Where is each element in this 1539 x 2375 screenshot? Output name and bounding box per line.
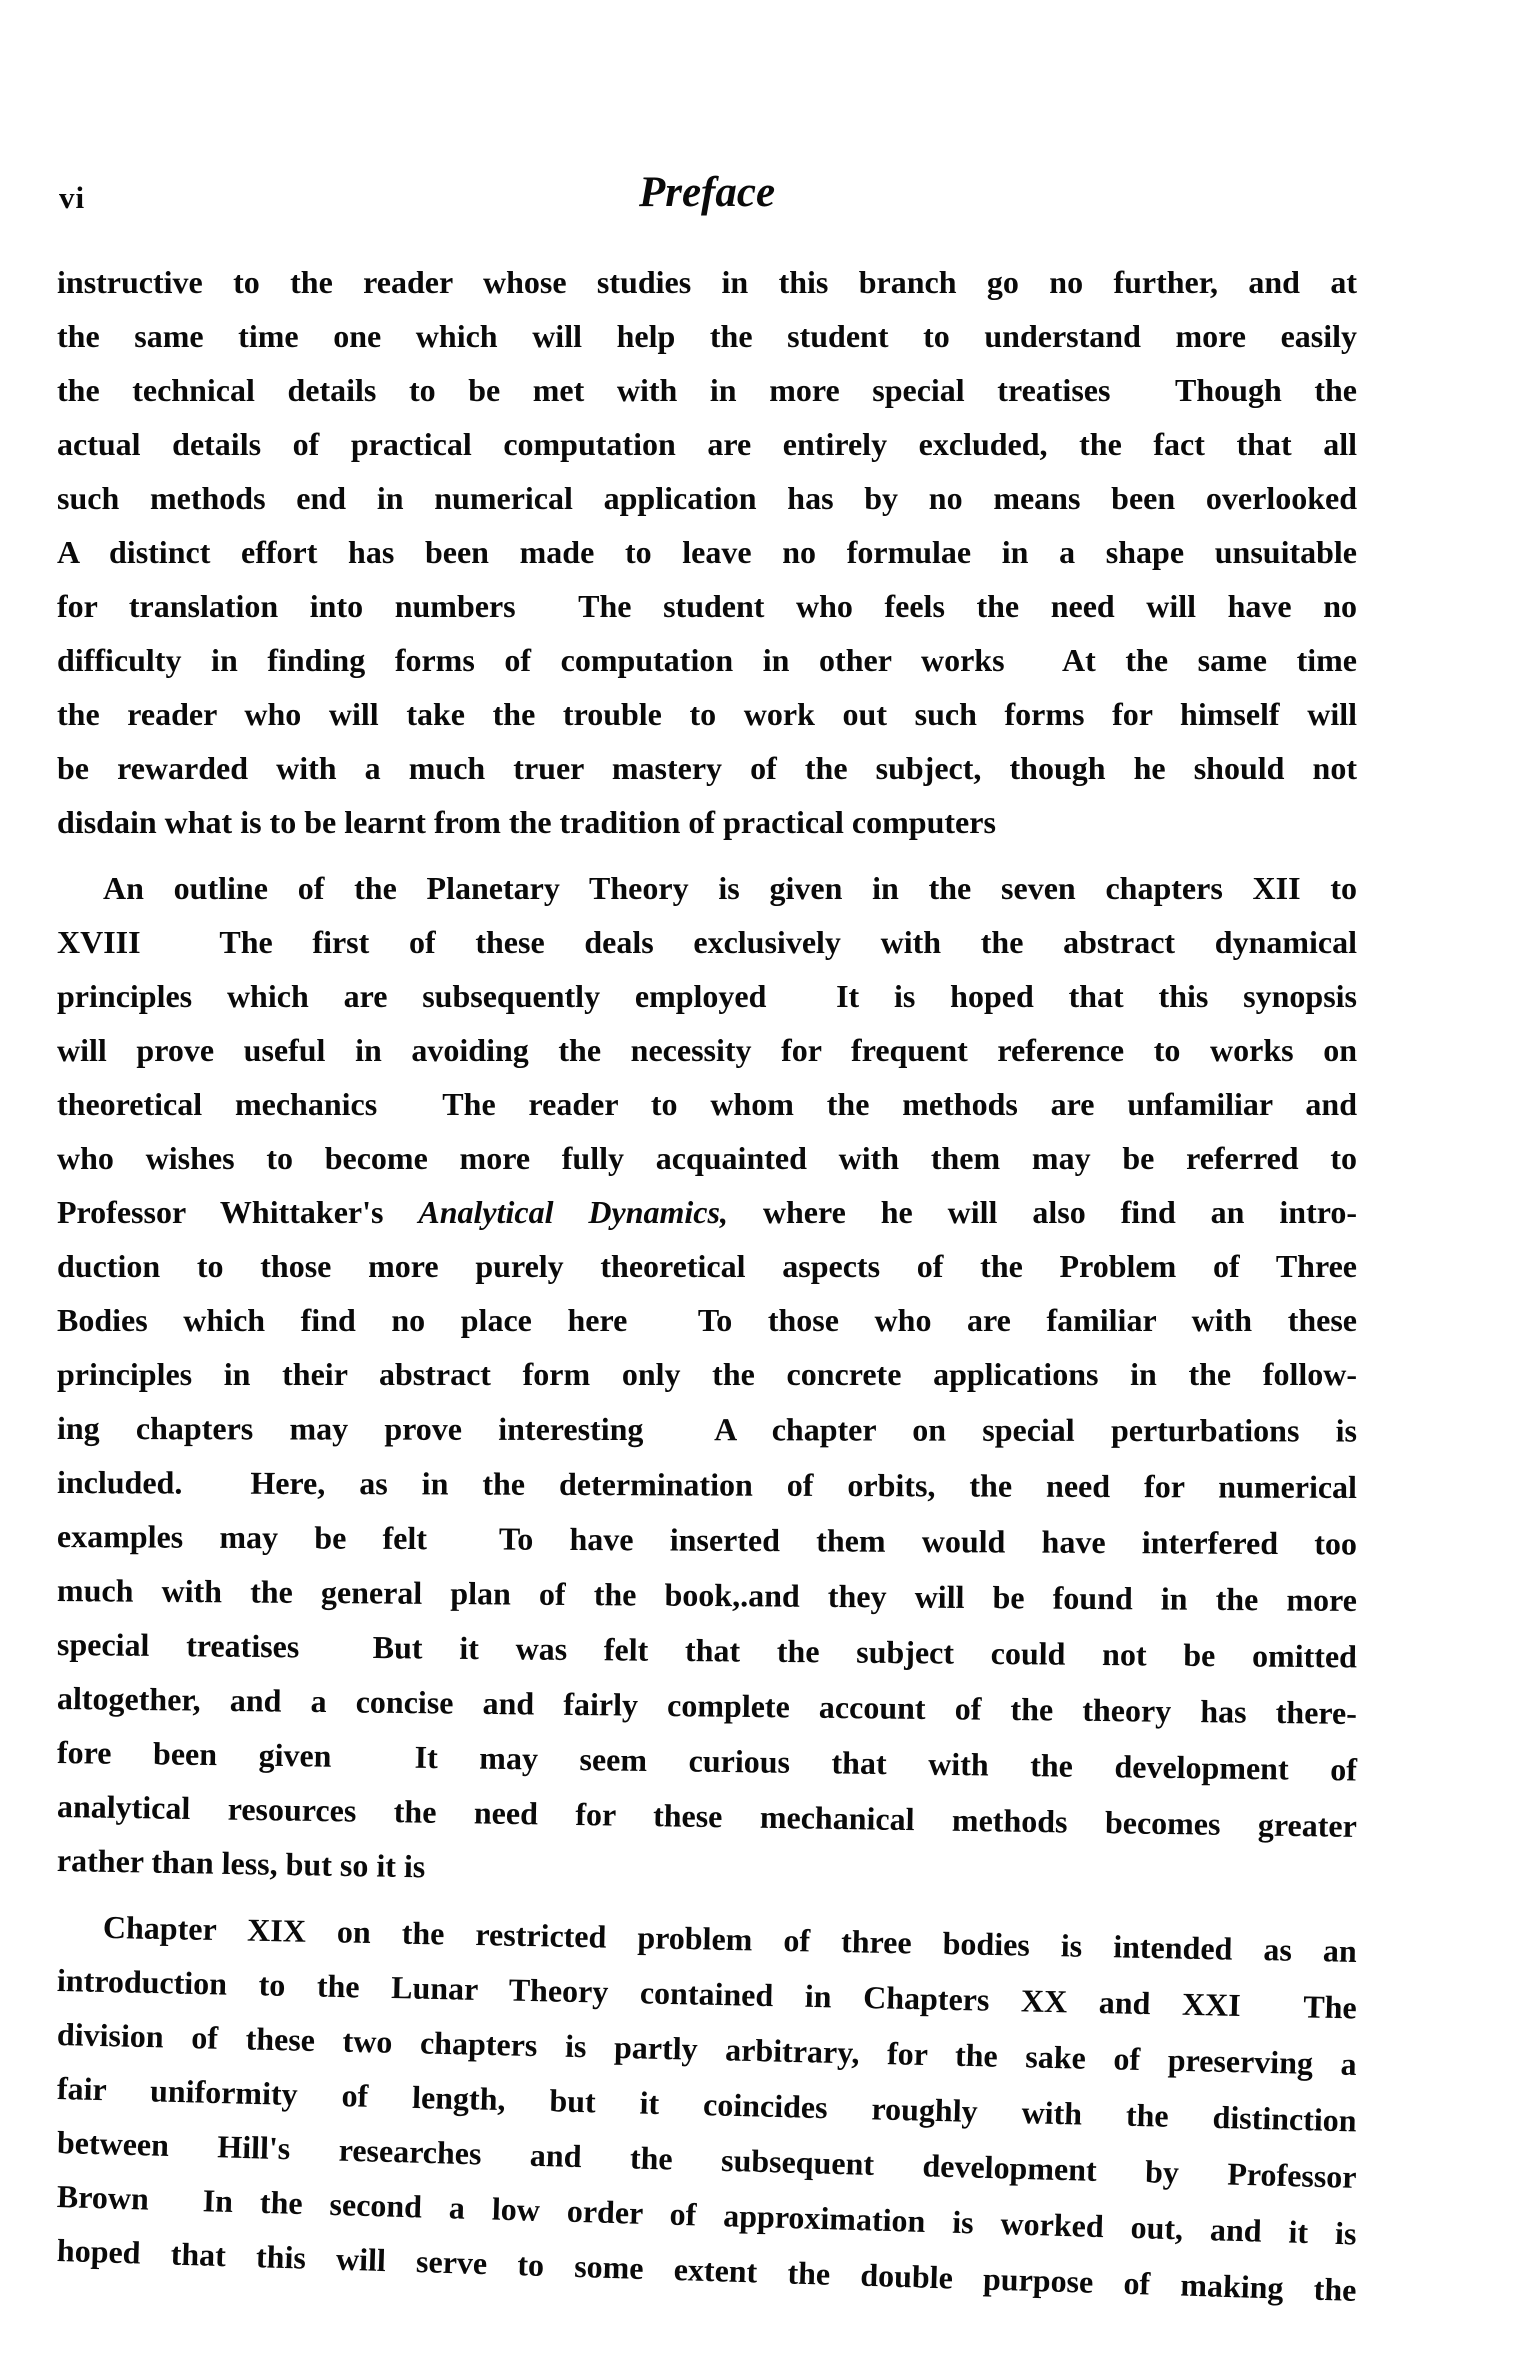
text-segment: much with the general plan of the book,.and they will be found in the more [56, 1572, 1358, 1618]
text-line [57, 969, 1357, 1023]
text-segment: who wishes to become more fully acquainted with them may be referred to [57, 1140, 1357, 1176]
text-segment: Chapter XIX on the restricted problem of three bodies is intended as an [102, 1908, 1358, 1969]
text-line [57, 525, 1357, 579]
text-line [57, 1401, 1357, 1457]
text-line [57, 471, 1357, 525]
text-segment: will prove useful in avoiding the necessity for frequent reference to works on [57, 1032, 1357, 1068]
text-segment: analytical resources the need for these mechanical methods becomes greater [56, 1788, 1358, 1844]
text-segment: XVIII The first of these deals exclusively with the abstract dynamical [57, 924, 1357, 960]
text-segment: theoretical mechanics The reader to whom the methods are unfamiliar and [57, 1086, 1357, 1122]
text-line [57, 1509, 1357, 1570]
text-segment: be rewarded with a much truer mastery of the subject, though he should not [57, 750, 1357, 786]
text-segment: actual details of practical computation are entirely excluded, the fact that all [57, 426, 1357, 462]
text-segment: A distinct effort has been made to leave no formulae in a shape unsuitable [57, 534, 1357, 570]
text-segment: principles which are subsequently employed It is hoped that this synopsis [57, 978, 1357, 1014]
text-segment: An outline of the Planetary Theory is given in the seven chapters XII to [103, 870, 1357, 906]
text-line [57, 687, 1357, 741]
text-line [57, 633, 1357, 687]
text-segment: hoped that this will serve to some extent the double purpose of making the [56, 2232, 1357, 2308]
text-line [57, 255, 1357, 309]
text-segment: principles in their abstract form only the concrete applications in the follow- [57, 1356, 1357, 1392]
text-line [57, 1455, 1357, 1514]
text-segment: fair uniformity of length, but it coincides roughly with the distinction [56, 2070, 1358, 2139]
text-segment: instructive to the reader whose studies in this branch go no further, and at [57, 264, 1357, 300]
book-title-italic: Analytical Dynamics, [418, 1194, 728, 1230]
text-segment: ing chapters may prove interesting A chapter on special perturbations is [56, 1410, 1358, 1449]
text-line [57, 1131, 1357, 1185]
text-segment: rather than less, but so it is [56, 1842, 426, 1885]
text-line [57, 1185, 1357, 1239]
text-segment: Professor Whittaker's [57, 1194, 419, 1230]
text-segment: such methods end in numerical application has by no means been overlooked [57, 480, 1357, 516]
text-line [57, 309, 1357, 363]
paragraph [56, 1899, 1358, 2308]
text-line [57, 1563, 1357, 1627]
text-line [57, 417, 1357, 471]
page-number: vi [59, 180, 86, 215]
page-header [57, 168, 1357, 255]
paragraph [57, 255, 1357, 849]
text-segment: disdain what is to be learnt from the tradition of practical computers [57, 804, 996, 840]
text-segment: the same time one which will help the student to understand more easily [57, 318, 1357, 354]
text-segment: examples may be felt To have inserted them would have interfered too [56, 1518, 1358, 1562]
text-segment: included. Here, as in the determination of orbits, the need for numerical [56, 1464, 1358, 1505]
text-segment: fore been given It may seem curious that with the development of [56, 1734, 1358, 1788]
text-segment: between Hill's researches and the subsequent development by Professor [56, 2124, 1358, 2195]
text-segment: special treatises But it was felt that the subject could not be omitted [56, 1626, 1358, 1675]
text-line [57, 1023, 1357, 1077]
text-segment: division of these two chapters is partly arbitrary, for the sake of preserving a [56, 2016, 1358, 2082]
text-line [57, 861, 1357, 915]
running-title: Preface [638, 169, 776, 216]
text-segment: the technical details to be met with in more special treatises Though the [57, 372, 1357, 408]
text-segment: Brown In the second a low order of approximation is worked out, and it is [56, 2178, 1357, 2252]
paragraph [57, 861, 1357, 1887]
text-segment: where he will also find an intro- [727, 1194, 1358, 1230]
text-segment: duction to those more purely theoretical aspects of the Problem of Three [57, 1248, 1357, 1284]
text-segment: Bodies which find no place here To those who are familiar with these [57, 1302, 1357, 1338]
text-segment: for translation into numbers The student who feels the need will have no [57, 588, 1357, 624]
text-segment: the reader who will take the trouble to work out such forms for himself will [57, 696, 1357, 732]
text-line [57, 915, 1357, 969]
text-line [57, 363, 1357, 417]
text-line [57, 1347, 1357, 1401]
page-body [56, 255, 1358, 2308]
text-segment: introduction to the Lunar Theory contained in Chapters XX and XXI The [56, 1962, 1358, 2026]
text-segment: difficulty in finding forms of computation in other works At the same time [57, 642, 1357, 678]
text-line [57, 1239, 1357, 1293]
text-line [57, 1293, 1357, 1347]
text-line [57, 579, 1357, 633]
text-segment: altogether, and a concise and fairly complete account of the theory has there- [56, 1680, 1358, 1731]
text-line [57, 1077, 1357, 1131]
text-line [57, 795, 1357, 849]
text-line [57, 741, 1357, 795]
